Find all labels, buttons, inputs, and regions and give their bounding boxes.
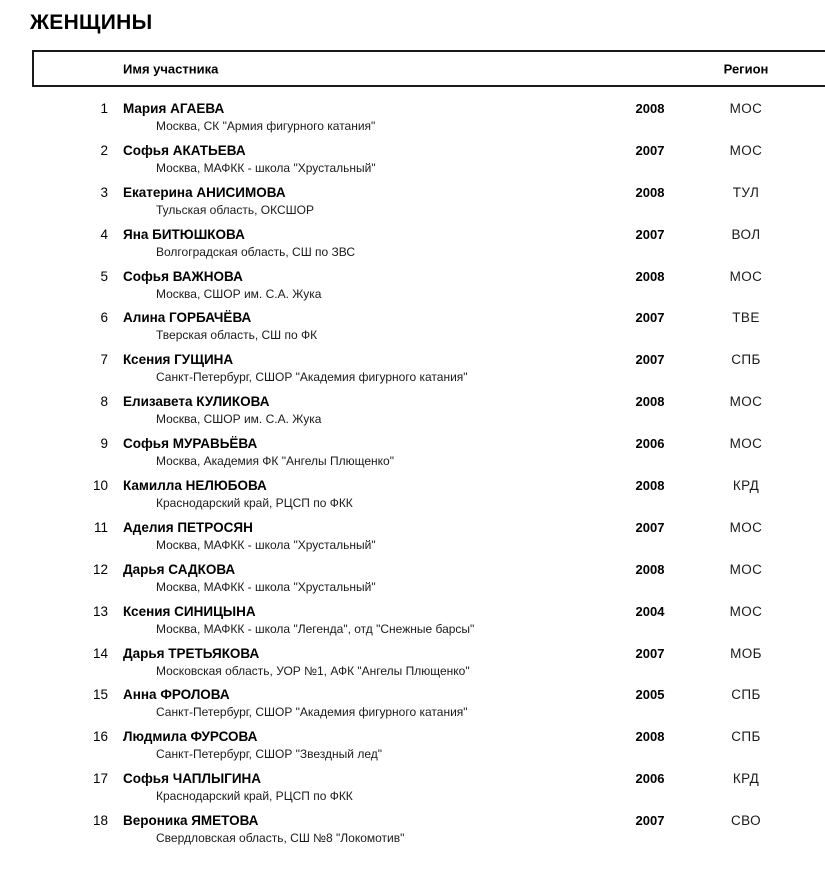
participant-cell [108,813,622,845]
participant-affiliation: Краснодарский край, РЦСП по ФКК [156,496,353,511]
participant-name: Елизавета КУЛИКОВА [123,394,270,410]
participant-name: Анна ФРОЛОВА [123,687,230,703]
row-number: 18 [92,813,108,829]
birth-year: 2008 [635,561,665,577]
participant-name: Софья АКАТЬЕВА [123,142,246,158]
participant-cell [108,227,622,259]
table-row [0,352,825,394]
region-code: МОС [729,561,763,577]
table-row [0,436,825,478]
participants-list [0,101,825,855]
row-number: 3 [100,184,108,200]
table-row [0,143,825,185]
region-code: СПБ [731,352,761,368]
participant-cell [108,310,622,342]
participant-affiliation: Москва, МАФКК - школа "Хрустальный" [156,579,376,594]
row-number: 16 [92,729,108,745]
participant-affiliation: Москва, Академия ФК "Ангелы Плющенко" [156,454,394,469]
participant-name: Дарья САДКОВА [123,561,236,577]
birth-year: 2008 [635,268,665,284]
region-code: МОС [729,142,763,158]
row-number: 11 [93,519,108,535]
region-code: СПБ [731,687,761,703]
birth-year: 2007 [635,310,665,326]
participant-name: Дарья ТРЕТЬЯКОВА [123,645,260,661]
table-row [0,604,825,646]
table-row [0,185,825,227]
region-code: МОС [729,519,763,535]
participant-affiliation: Москва, МАФКК - школа "Легенда", отд "Снежные барсы" [156,621,475,636]
row-number: 15 [92,687,108,703]
region-code: СПБ [731,729,761,745]
participant-name: Екатерина АНИСИМОВА [123,184,286,200]
participant-affiliation: Краснодарский край, РЦСП по ФКК [156,789,353,804]
participant-cell [108,771,622,803]
birth-year: 2008 [635,478,665,494]
table-row [0,562,825,604]
participant-affiliation: Москва, СШОР им. С.А. Жука [156,286,322,301]
row-number: 4 [100,226,108,242]
region-code: ТУЛ [732,184,760,200]
birth-year: 2005 [635,687,665,703]
participant-affiliation: Москва, СК "Армия фигурного катания" [156,119,376,133]
region-code: МОС [729,101,763,116]
participant-affiliation: Тверская область, СШ по ФК [156,328,318,343]
table-row [0,394,825,436]
table-row [0,771,825,813]
table-row [0,478,825,520]
birth-year: 2004 [635,603,665,619]
participant-affiliation: Тульская область, ОКСШОР [156,202,314,217]
region-code: МОС [729,603,763,619]
birth-year: 2008 [635,394,665,410]
participant-cell [108,646,622,678]
row-number: 2 [100,142,108,158]
region-code: МОС [729,268,763,284]
participant-cell [108,478,622,510]
participant-name: Ксения СИНИЦЫНА [123,603,256,619]
page-title: ЖЕНЩИНЫ [30,11,153,34]
participant-affiliation: Свердловская область, СШ №8 "Локомотив" [156,831,405,846]
row-number: 5 [100,268,108,284]
region-code: ТВЕ [732,310,760,326]
participant-cell [108,520,622,552]
participant-name: Камилла НЕЛЮБОВА [123,478,267,494]
participant-cell [108,352,622,384]
row-number: 1 [100,101,108,116]
participant-name: Яна БИТЮШКОВА [123,226,245,242]
participant-cell [108,436,622,468]
participant-name: Людмила ФУРСОВА [123,729,258,745]
birth-year: 2008 [635,729,665,745]
participant-cell [108,687,622,719]
region-code: СВО [730,813,761,829]
birth-year: 2007 [635,519,665,535]
region-code: КРД [732,478,760,494]
birth-year: 2006 [635,436,665,452]
participant-name: Ксения ГУЩИНА [123,352,234,368]
participant-cell [108,394,622,426]
birth-year: 2008 [635,184,665,200]
participant-affiliation: Московская область, УОР №1, АФК "Ангелы Плющенко" [156,663,470,678]
row-number: 17 [92,771,108,787]
region-code: МОС [729,394,763,410]
birth-year: 2007 [635,645,665,661]
birth-year: 2007 [635,142,665,158]
region-code: МОС [729,436,763,452]
participant-name: Софья МУРАВЬЁВА [123,436,258,452]
participant-name: Аделия ПЕТРОСЯН [123,519,253,535]
participant-cell [108,604,622,636]
birth-year: 2007 [635,813,665,829]
table-row [0,729,825,771]
participant-affiliation: Санкт-Петербург, СШОР "Академия фигурного катания" [156,370,468,385]
header-name-column-label: Имя участника [123,61,219,76]
row-number: 9 [100,436,108,452]
participant-affiliation: Москва, МАФКК - школа "Хрустальный" [156,160,376,175]
row-number: 12 [92,561,108,577]
participant-affiliation: Волгоградская область, СШ по ЗВС [156,244,356,259]
birth-year: 2006 [635,771,665,787]
participant-cell [108,185,622,217]
region-code: КРД [732,771,760,787]
table-row [0,646,825,688]
participant-affiliation: Санкт-Петербург, СШОР "Академия фигурного катания" [156,705,468,720]
participant-affiliation: Санкт-Петербург, СШОР "Звездный лед" [156,747,383,762]
table-row [0,101,825,143]
participant-name: Софья ЧАПЛЫГИНА [123,771,262,787]
participant-name: Софья ВАЖНОВА [123,268,243,284]
participant-cell [108,101,622,133]
participant-name: Алина ГОРБАЧЁВА [123,310,252,326]
table-row [0,310,825,352]
table-header [32,50,825,87]
row-number: 7 [100,352,108,368]
participant-cell [108,269,622,301]
participant-name: Мария АГАЕВА [123,101,225,116]
participant-cell [108,562,622,594]
participant-affiliation: Москва, СШОР им. С.А. Жука [156,412,322,427]
row-number: 6 [100,310,108,326]
birth-year: 2007 [635,226,665,242]
region-code: МОБ [730,645,762,661]
participant-cell [108,729,622,761]
region-code: ВОЛ [731,226,761,242]
participant-name: Вероника ЯМЕТОВА [123,813,259,829]
table-row [0,227,825,269]
table-row [0,813,825,855]
row-number: 8 [100,394,108,410]
header-region-column-label: Регион [723,61,769,76]
table-row [0,687,825,729]
participant-cell [108,143,622,175]
birth-year: 2008 [635,101,665,116]
table-row [0,520,825,562]
row-number: 10 [92,478,108,494]
row-number: 14 [92,645,108,661]
table-row [0,269,825,311]
participant-affiliation: Москва, МАФКК - школа "Хрустальный" [156,537,376,552]
row-number: 13 [92,603,108,619]
birth-year: 2007 [635,352,665,368]
